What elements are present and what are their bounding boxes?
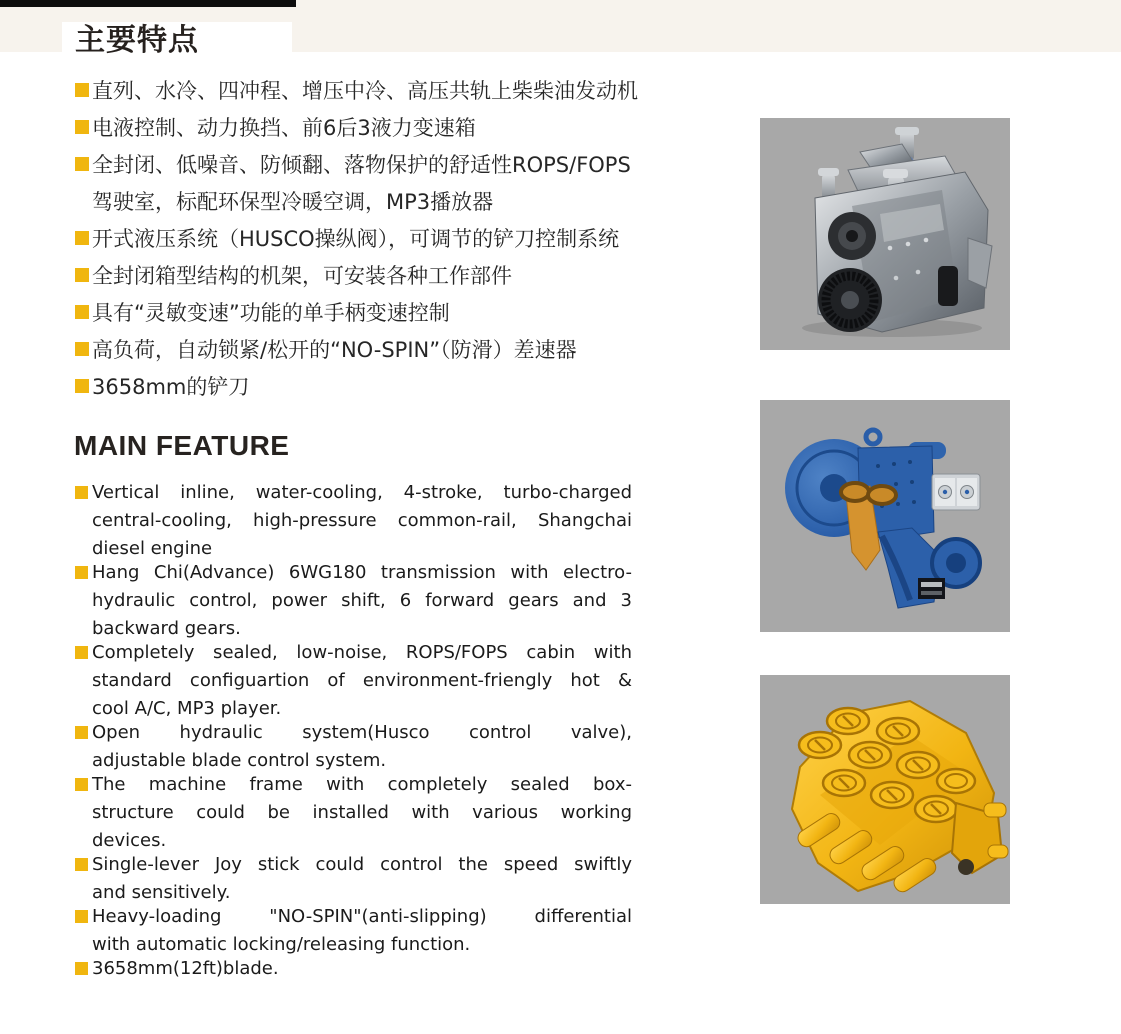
feature-text-line: with automatic locking/releasing function. <box>92 934 471 955</box>
hydraulic-control-valve-photo <box>760 675 1010 904</box>
feature-text-line: 具有“灵敏变速”功能的单手柄变速控制 <box>92 301 450 325</box>
feature-item <box>75 479 632 563</box>
feature-item <box>75 719 632 775</box>
bullet-square-icon <box>75 566 88 579</box>
feature-text-line: devices. <box>92 830 167 851</box>
bullet-square-icon <box>75 646 88 659</box>
feature-text-line: Completely sealed, low-noise, ROPS/FOPS cabin with <box>92 642 632 663</box>
feature-text-line: adjustable blade control system. <box>92 750 387 771</box>
title-plate <box>62 22 292 58</box>
feature-item <box>75 903 632 959</box>
feature-text-line: 电液控制、动力换挡、前6后3液力变速箱 <box>92 116 476 140</box>
feature-text-line: cool A/C, MP3 player. <box>92 698 282 719</box>
feature-text-line: 驾驶室，标配环保型冷暖空调，MP3播放器 <box>92 190 494 214</box>
bullet-square-icon <box>75 726 88 739</box>
feature-item <box>75 559 632 643</box>
feature-text-line: structure could be installed with various working <box>92 802 632 823</box>
bullet-square-icon <box>75 778 88 791</box>
page-title-cn: 主要特点 <box>75 23 199 58</box>
feature-text-line: standard configuartion of environment-friengly hot & <box>92 670 632 691</box>
bullet-square-icon <box>75 83 89 97</box>
feature-item <box>75 955 632 983</box>
diesel-engine-image <box>760 118 1010 350</box>
feature-text-line: 3658mm(12ft)blade. <box>92 958 279 979</box>
feature-item <box>75 258 640 295</box>
en-feature-list <box>75 479 632 983</box>
feature-text-line: Vertical inline, water-cooling, 4-stroke, turbo-charged <box>92 482 632 503</box>
transmission-photo <box>760 400 1010 632</box>
header-black-bar <box>0 0 296 7</box>
bullet-square-icon <box>75 157 89 171</box>
feature-text-line: 直列、水冷、四冲程、增压中冷、高压共轨上柴柴油发动机 <box>92 79 638 103</box>
feature-text-line: backward gears. <box>92 618 241 639</box>
feature-text-line: Hang Chi(Advance) 6WG180 transmission with electro- <box>92 562 632 583</box>
bullet-square-icon <box>75 268 89 282</box>
bullet-square-icon <box>75 305 89 319</box>
feature-item <box>75 147 640 221</box>
bullet-square-icon <box>75 486 88 499</box>
feature-item <box>75 639 632 723</box>
feature-item <box>75 369 640 406</box>
feature-item <box>75 332 640 369</box>
feature-text-line: The machine frame with completely sealed box- <box>92 774 632 795</box>
feature-text-line: central-cooling, high-pressure common-rail, Shangchai <box>92 510 632 531</box>
bullet-square-icon <box>75 342 89 356</box>
feature-text-line: hydraulic control, power shift, 6 forward gears and 3 <box>92 590 632 611</box>
feature-item <box>75 851 632 907</box>
feature-text-line: 全封闭、低噪音、防倾翻、落物保护的舒适性ROPS/FOPS <box>92 153 631 177</box>
feature-item <box>75 73 640 110</box>
feature-text-line: Open hydraulic system(Husco control valve), <box>92 722 632 743</box>
bullet-square-icon <box>75 120 89 134</box>
feature-item <box>75 221 640 258</box>
diesel-engine-photo <box>760 118 1010 350</box>
feature-text-line: 全封闭箱型结构的机架，可安装各种工作部件 <box>92 264 512 288</box>
bullet-square-icon <box>75 858 88 871</box>
bullet-square-icon <box>75 910 88 923</box>
hydraulic-control-valve-image <box>760 675 1010 904</box>
feature-text-line: 开式液压系统（HUSCO操纵阀），可调节的铲刀控制系统 <box>92 227 620 251</box>
feature-text-line: Heavy-loading "NO-SPIN"(anti-slipping) differential <box>92 906 632 927</box>
main-feature-heading: MAIN FEATURE <box>74 430 290 461</box>
bullet-square-icon <box>75 231 89 245</box>
feature-item <box>75 295 640 332</box>
feature-text-line: 高负荷，自动锁紧/松开的“NO-SPIN”（防滑）差速器 <box>92 338 577 362</box>
cn-feature-list <box>75 73 640 406</box>
feature-text-line: diesel engine <box>92 538 213 559</box>
feature-text-line: and sensitively. <box>92 882 231 903</box>
transmission-image <box>760 400 1010 632</box>
feature-text-line: 3658mm的铲刀 <box>92 375 250 399</box>
feature-item <box>75 771 632 855</box>
feature-text-line: Single-lever Joy stick could control the speed swiftly <box>92 854 632 875</box>
bullet-square-icon <box>75 379 89 393</box>
bullet-square-icon <box>75 962 88 975</box>
feature-item <box>75 110 640 147</box>
